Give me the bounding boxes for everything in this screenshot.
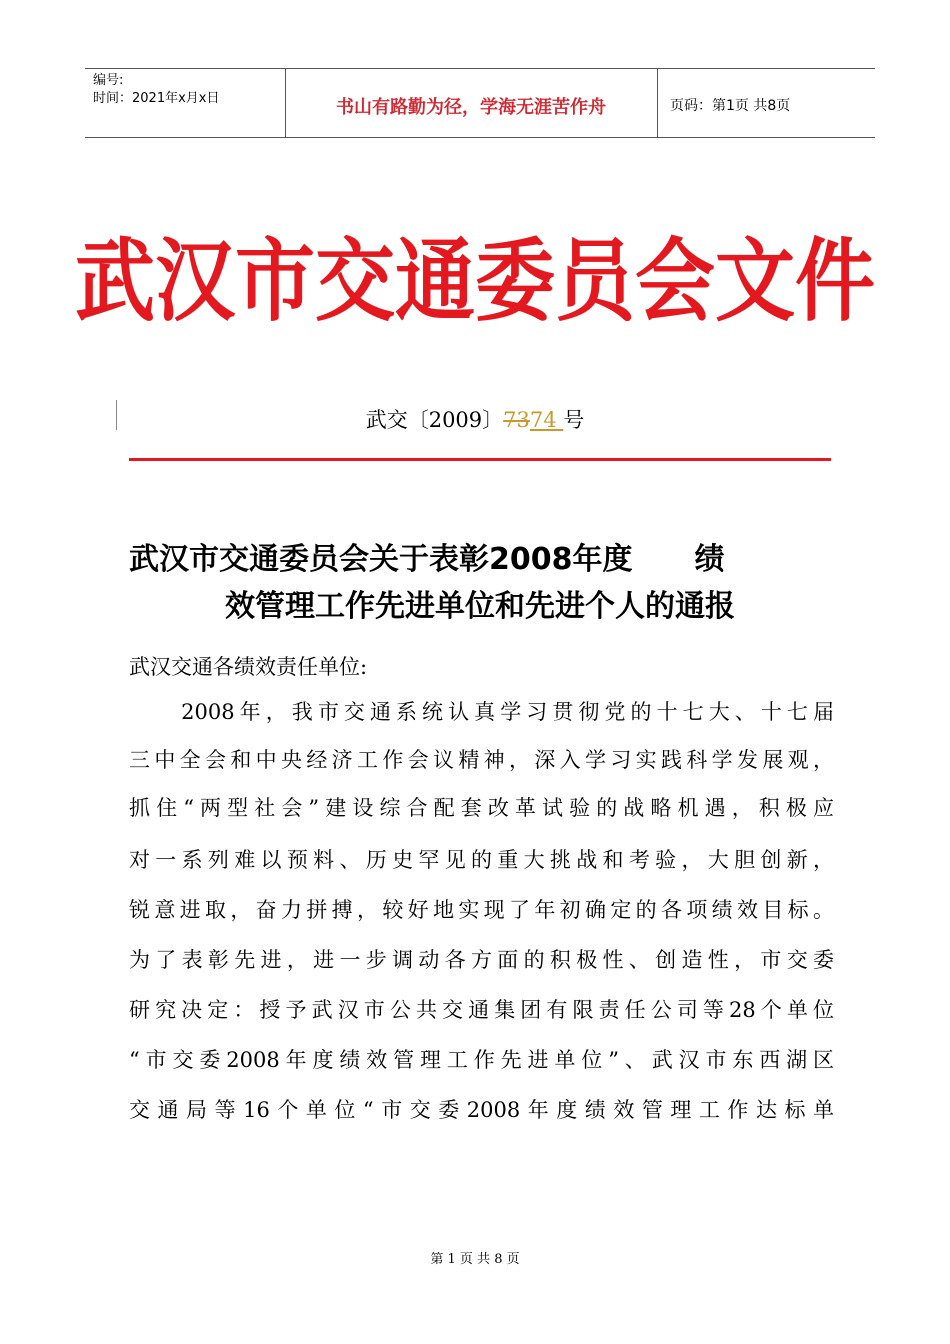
motto-text: 书山有路勤为径，学海无涯苦作舟	[336, 97, 606, 118]
serial-label: 编号:	[93, 73, 124, 88]
body-line: 交通局等16个单位“市交委2008年度绩效管理工作达标单	[129, 1098, 834, 1122]
body-line: 2008年，我市交通系统认真学习贯彻党的十七大、十七届	[129, 700, 834, 724]
salutation: 武汉交通各绩效责任单位:	[129, 655, 368, 679]
body-line: 对一系列难以预料、历史罕见的重大挑战和考验，大胆创新，	[129, 848, 834, 872]
header-motto-cell	[285, 69, 658, 137]
document-header-table	[85, 68, 875, 138]
header-page-cell	[658, 69, 875, 137]
body-line: 锐意进取，奋力拼搏，较好地实现了年初确定的各项绩效目标。	[129, 898, 834, 922]
document-title-line-2: 效管理工作先进单位和先进个人的通报	[225, 589, 735, 624]
doc-number-deleted: 73	[503, 408, 530, 432]
body-line: “市交委2008年度绩效管理工作先进单位”、武汉市东西湖区	[129, 1048, 834, 1072]
masthead-title: 武汉市交通委员会文件	[75, 229, 875, 334]
title-line1-tail: 绩	[694, 542, 725, 577]
body-line: 抓住“两型社会”建设综合配套改革试验的战略机遇，积极应	[129, 796, 834, 820]
body-line: 研究决定：授予武汉市公共交通集团有限责任公司等28个单位	[129, 998, 834, 1022]
page-footer: 第 1 页 共 8 页	[430, 1252, 520, 1267]
header-info-cell	[85, 69, 286, 137]
body-line: 三中全会和中央经济工作会议精神，深入学习实践科学发展观，	[129, 748, 834, 772]
title-line1-main: 武汉市交通委员会关于表彰2008年度	[129, 542, 633, 577]
doc-number-prefix: 武交〔2009〕	[365, 408, 504, 432]
document-title-line-1	[129, 540, 831, 580]
document-number	[0, 404, 950, 434]
header-page-label: 页码：第1页 共8页	[670, 98, 791, 114]
doc-number-inserted: 74	[529, 408, 564, 432]
doc-number-suffix: 号	[563, 408, 585, 432]
red-separator-line	[129, 458, 831, 461]
time-label: 时间：2021年x月x日	[93, 91, 220, 106]
body-line: 为了表彰先进，进一步调动各方面的积极性、创造性，市交委	[129, 948, 834, 972]
